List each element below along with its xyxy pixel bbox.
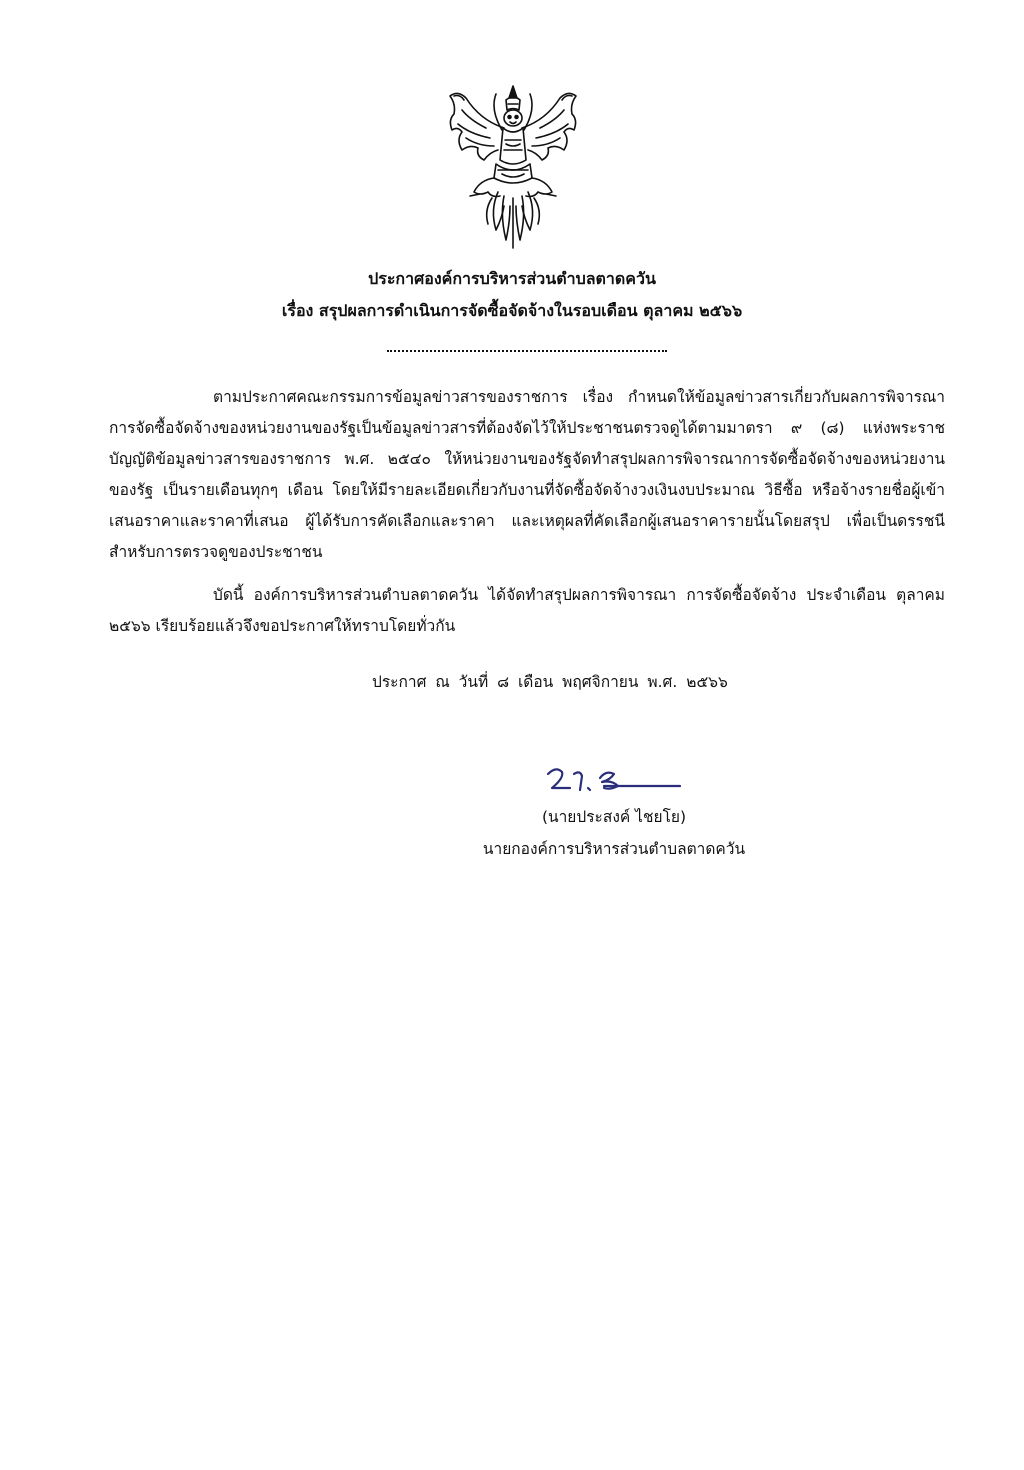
announcement-subject: เรื่อง สรุปผลการดำเนินการจัดซื้อจัดจ้างในรอบเดือน ตุลาคม ๒๕๖๖ <box>281 301 743 320</box>
signer-position: นายกองค์การบริหารส่วนตำบลตาดควัน <box>482 840 746 858</box>
announcement-title: ประกาศองค์การบริหารส่วนตำบลตาดควัน <box>368 269 656 288</box>
body-paragraph-2: บัดนี้ องค์การบริหารส่วนตำบลตาดควัน ได้จัดทำสรุปผลการพิจารณา การจัดซื้อจัดจ้าง ประจำเดือน ตุลาคม ๒๕๖๖ เรียบร้อยแล้วจึงขอประกาศให้ทราบโดยทั่วกัน <box>109 586 945 635</box>
body-paragraph-1: ตามประกาศคณะกรรมการข้อมูลข่าวสารของราชการ เรื่อง กำหนดให้ข้อมูลข่าวสารเกี่ยวกับผลการพิจารณาการจัดซื้อจัดจ้างของหน่วยงานของรัฐเป็นข้อมูลข่าวสารที่ต้องจัดไว้ให้ประชาชนตรวจดูได้ตามมาตรา ๙ (๘) แห่งพระราชบัญญัติข้อมูลข่าวสารของราชการ พ.ศ. ๒๕๔๐ ให้หน่วยงานของรัฐจัดทำสรุปผลการพิจารณาการจัดซื้อจัดจ้างของหน่วยงานของรัฐ เป็นรายเดือนทุกๆ เดือน โดยให้มีรายละเอียดเกี่ยวกับงานที่จัดซื้อจัดจ้างวงเงินงบประมาณ วิธีซื้อ หรือจ้างรายชื่อผู้เข้าเสนอราคาและราคาที่เสนอ ผู้ได้รับการคัดเลือกและราคา และเหตุผลที่คัดเลือกผู้เสนอราคารายนั้นโดยสรุป เพื่อเป็นดรรชนีสำหรับการตรวจดูของประชาชน <box>109 388 945 561</box>
handwritten-signature <box>540 760 690 796</box>
signer-name: (นายประสงค์ ไชยโย) <box>541 808 687 826</box>
separator-dots <box>387 350 667 352</box>
announcement-date: ประกาศ ณ วันที่ ๘ เดือน พฤศจิกายน พ.ศ. ๒๕๖๖ <box>372 673 728 691</box>
garuda-emblem-icon <box>440 80 586 252</box>
